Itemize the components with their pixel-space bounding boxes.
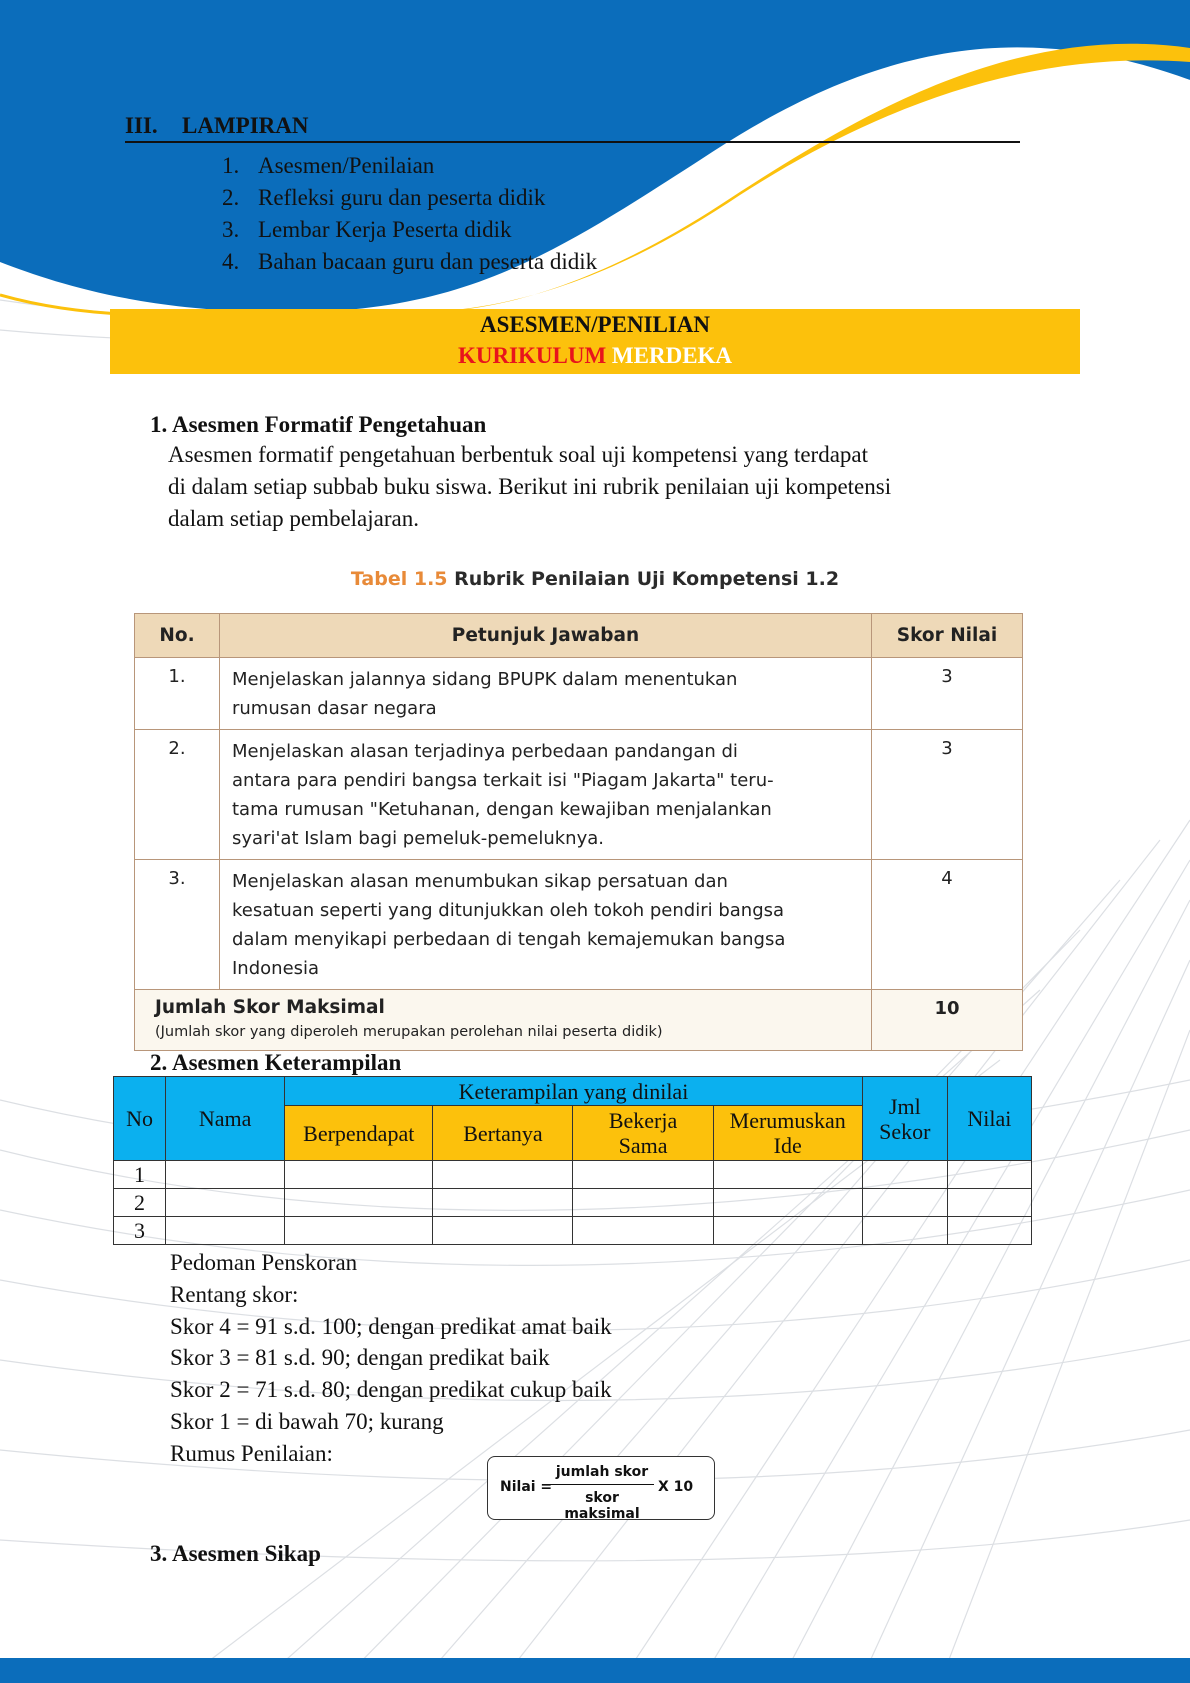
header-no: No. [135,614,220,658]
rubric-caption [0,568,1190,590]
header-bekerja-sama: Bekerja Sama [573,1106,713,1161]
table-header-row [135,614,1023,658]
list-item: 4. Bahan bacaan guru dan peserta didik [222,249,598,274]
section-2-heading: 2. Asesmen Keterampilan [150,1050,402,1075]
formula-denominator: skor maksimal [564,1490,640,1522]
table-row: 1 [114,1161,1032,1189]
table-row: 1. Menjelaskan jalannya sidang BPUPK dalam menentukan rumusan dasar negara 3 [135,658,1023,730]
section-1-heading: 1. Asesmen Formatif Pengetahuan [150,412,487,437]
formula-fraction [550,1464,654,1522]
header-nilai: Nilai [947,1077,1031,1161]
list-item: 2. Refleksi guru dan peserta didik [222,185,546,210]
rubric-table [134,613,1023,1051]
lampiran-number: III. [125,113,158,138]
list-item: 3. Lembar Kerja Peserta didik [222,217,512,242]
asesmen-banner [110,309,1080,374]
header-skor: Skor Nilai [872,614,1023,658]
lampiran-title: LAMPIRAN [182,113,309,138]
rubric-caption-label: Tabel 1.5 [350,568,448,590]
total-value: 10 [872,990,1023,1051]
banner-merdeka: MERDEKA [611,343,733,368]
header-berpendapat: Berpendapat [285,1106,433,1161]
lampiran-list [222,150,597,278]
header-jml-sekor: Jml Sekor [862,1077,947,1161]
table-row: 2 [114,1189,1032,1217]
footer-blue-bar [0,1658,1190,1683]
formula-numerator: jumlah skor [550,1464,654,1485]
header-nama: Nama [166,1077,285,1161]
header-keterampilan: Keterampilan yang dinilai [285,1077,863,1106]
table-total-row [135,990,1023,1051]
header-no: No [114,1077,166,1161]
keterampilan-table [113,1076,1032,1245]
formula-label: Nilai = [500,1479,553,1495]
table-row: 3 [114,1217,1032,1245]
pedoman-penskoran: Pedoman Penskoran Rentang skor: Skor 4 = 91 s.d. 100; dengan predikat amat baik Skor 3 = 81 s.d. 90; dengan predikat baik Skor 2 = 71 s.d. 80; dengan predikat cukup baik Skor 1 = di bawah 70; kurang Rumus Penilaian: [170,1250,612,1466]
table-header-row [114,1077,1032,1106]
section-3-heading: 3. Asesmen Sikap [150,1541,321,1566]
list-item: 1. Asesmen/Penilaian [222,153,435,178]
banner-kurikulum: KURIKULUM [457,343,607,368]
header-bertanya: Bertanya [433,1106,573,1161]
table-row: 2. Menjelaskan alasan terjadinya perbedaan pandangan di antara para pendiri bangsa terkait isi "Piagam Jakarta" teru- tama rumusan "Ketuhanan, dengan kewajiban menjalankan syari'at Islam bagi pemeluk-pemeluknya. 3 [135,730,1023,860]
header-petunjuk: Petunjuk Jawaban [220,614,872,658]
total-label: Jumlah Skor Maksimal [155,997,385,1018]
banner-title: ASESMEN/PENILIAN [479,312,711,337]
total-note: (Jumlah skor yang diperoleh merupakan perolehan nilai peserta didik) [155,1024,663,1040]
table-row: 3. Menjelaskan alasan menumbukan sikap persatuan dan kesatuan seperti yang ditunjukkan oleh tokoh pendiri bangsa dalam menyikapi perbedaan di tengah kemajemukan bangsa Indonesia 4 [135,860,1023,990]
banner-subtitle [110,340,1080,371]
section-1-paragraph: Asesmen formatif pengetahuan berbentuk soal uji kompetensi yang terdapat di dalam setiap subbab buku siswa. Berikut ini rubrik penilaian uji kompetensi dalam setiap pembelajaran. [168,442,892,531]
header-merumuskan-ide: Merumuskan Ide [713,1106,862,1161]
nilai-formula [487,1456,715,1520]
rubric-caption-title: Rubrik Penilaian Uji Kompetensi 1.2 [454,568,840,590]
formula-multiplier: X 10 [658,1479,694,1495]
lampiran-heading [125,113,1020,143]
